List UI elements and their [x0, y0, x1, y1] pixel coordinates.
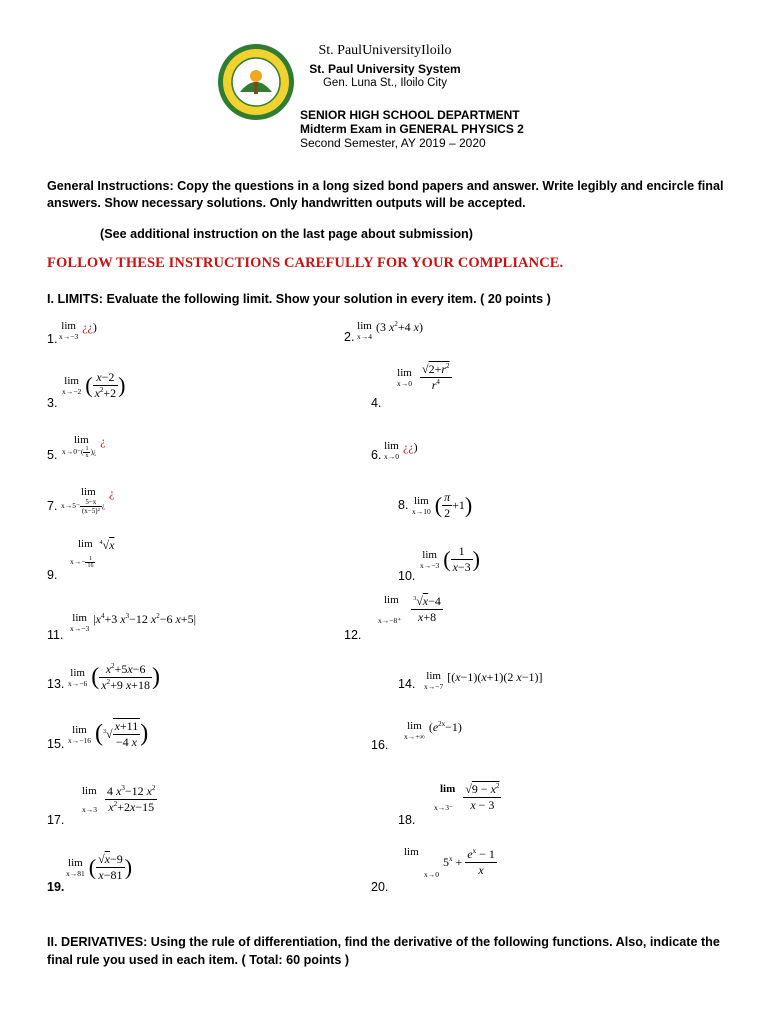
item-number-17: 17.	[47, 813, 65, 827]
item-number-2: 2.	[344, 330, 355, 344]
item-3-expression: lim x→−2 ( $\frac{x-2}{x^2+2}$ )	[62, 370, 126, 400]
item-number-7: 7.	[47, 499, 58, 513]
item-8-expression: lim x→10 ( $\frac{\pi}{2}$ +1)	[412, 490, 473, 520]
item-number-6: 6.	[371, 448, 382, 462]
item-number-5: 5.	[47, 448, 58, 462]
item-5-expression: lim x→0⁻( $\frac{1}{x}$ )¿ ¿	[62, 434, 106, 459]
item-16-expression: lim x→+∞ $^{(e^{2x}-1)}$	[404, 720, 462, 741]
university-line: St. PaulUniversityIloilo	[318, 43, 452, 58]
item-number-9: 9.	[47, 568, 58, 582]
semester: Second Semester, AY 2019 – 2020	[300, 136, 486, 150]
item-18-expression: lim x→3⁻ $\frac{√9 - x^2}{x - 3}$	[434, 782, 500, 812]
item-number-10: 10.	[398, 569, 416, 583]
university-seal-logo	[216, 42, 296, 122]
item-20-expression: lim x→0 $5^x$ + $\frac{e^x - 1}{x}$	[404, 846, 495, 879]
item-number-13: 13.	[47, 677, 65, 691]
item-number-1: 1.	[47, 332, 58, 346]
item-12-expression: lim x→−8⁺ $\frac{^3√x-4}{x+8}$	[378, 594, 441, 625]
address: Gen. Luna St., Iloilo City	[322, 77, 447, 89]
item-number-3: 3.	[47, 396, 58, 410]
item-11-expression: lim x→−3 $^{|x^4+3 x^3-12 x^2-6 x+5|}$	[70, 612, 196, 633]
item-number-15: 15.	[47, 737, 65, 751]
item-1-expression: lim x→−3 ¿¿)	[59, 320, 97, 341]
item-2-expression: lim x→4 $^{(3 x^2+4 x)}$	[357, 320, 423, 341]
item-7-expression: lim x→5⁻ $\frac{5-x}{\text{(x−5)²}}$ ¿ ¿	[61, 486, 115, 515]
item-number-18: 18.	[398, 813, 416, 827]
department: SENIOR HIGH SCHOOL DEPARTMENT	[300, 108, 520, 122]
university-system: St. Paul University System	[309, 62, 461, 76]
item-4-expression: lim x→0 $\frac{√2+r^2}{r^4}$	[397, 362, 450, 392]
item-13-expression: lim x→−6 ( $\frac{x^2+5x-6}{x^2+9 x+18}$ )	[68, 662, 160, 692]
item-14-expression: lim x→−7 [(x−1)(x+1)(2 x−1)]	[424, 670, 543, 691]
item-number-19: 19.	[47, 880, 65, 894]
item-number-8: 8.	[398, 498, 409, 512]
item-number-11: 11.	[47, 628, 64, 642]
item-9-expression: lim x→− $\frac{1}{16}$ $^{^4√x}$	[70, 538, 115, 569]
section-limits-title: I. LIMITS: Evaluate the following limit. Show your solution in every item. ( 20 points )	[47, 292, 551, 306]
item-number-4: 4.	[371, 396, 382, 410]
item-number-16: 16.	[371, 738, 389, 752]
item-19-expression: lim x→81 ( $\frac{√x-9}{x-81}$ )	[66, 852, 133, 882]
item-number-12: 12.	[344, 628, 362, 642]
item-17-expression: lim x→3 $\frac{4 x^3-12 x^2}{x^2+2x-15}$	[82, 784, 156, 814]
section-derivatives-title: II. DERIVATIVES: Using the rule of differentiation, find the derivative of the following functions. Also, indicate the final rule you used in each item. ( Total: 60 points )	[47, 935, 720, 967]
item-15-expression: lim x→−16 ($^3$√ $\frac{x+11}{-4 x}$ )	[68, 719, 149, 749]
compliance-notice: FOLLOW THESE INSTRUCTIONS CAREFULLY FOR YOUR COMPLIANCE.	[47, 255, 564, 271]
item-6-expression: lim x→0 ¿¿)	[384, 440, 418, 461]
exam-title: Midterm Exam in GENERAL PHYSICS 2	[300, 122, 524, 136]
item-number-20: 20.	[371, 880, 389, 894]
item-10-expression: lim x→−3 ( $\frac{1}{x-3}$ )	[420, 544, 480, 574]
additional-instruction: (See additional instruction on the last page about submission)	[100, 227, 473, 241]
general-instructions: General Instructions: Copy the questions in a long sized bond papers and answer. Write legibly and encircle final answers. Show necessary solutions. Only handwritten outputs will be accepted.	[47, 179, 724, 210]
item-number-14: 14.	[398, 677, 416, 691]
